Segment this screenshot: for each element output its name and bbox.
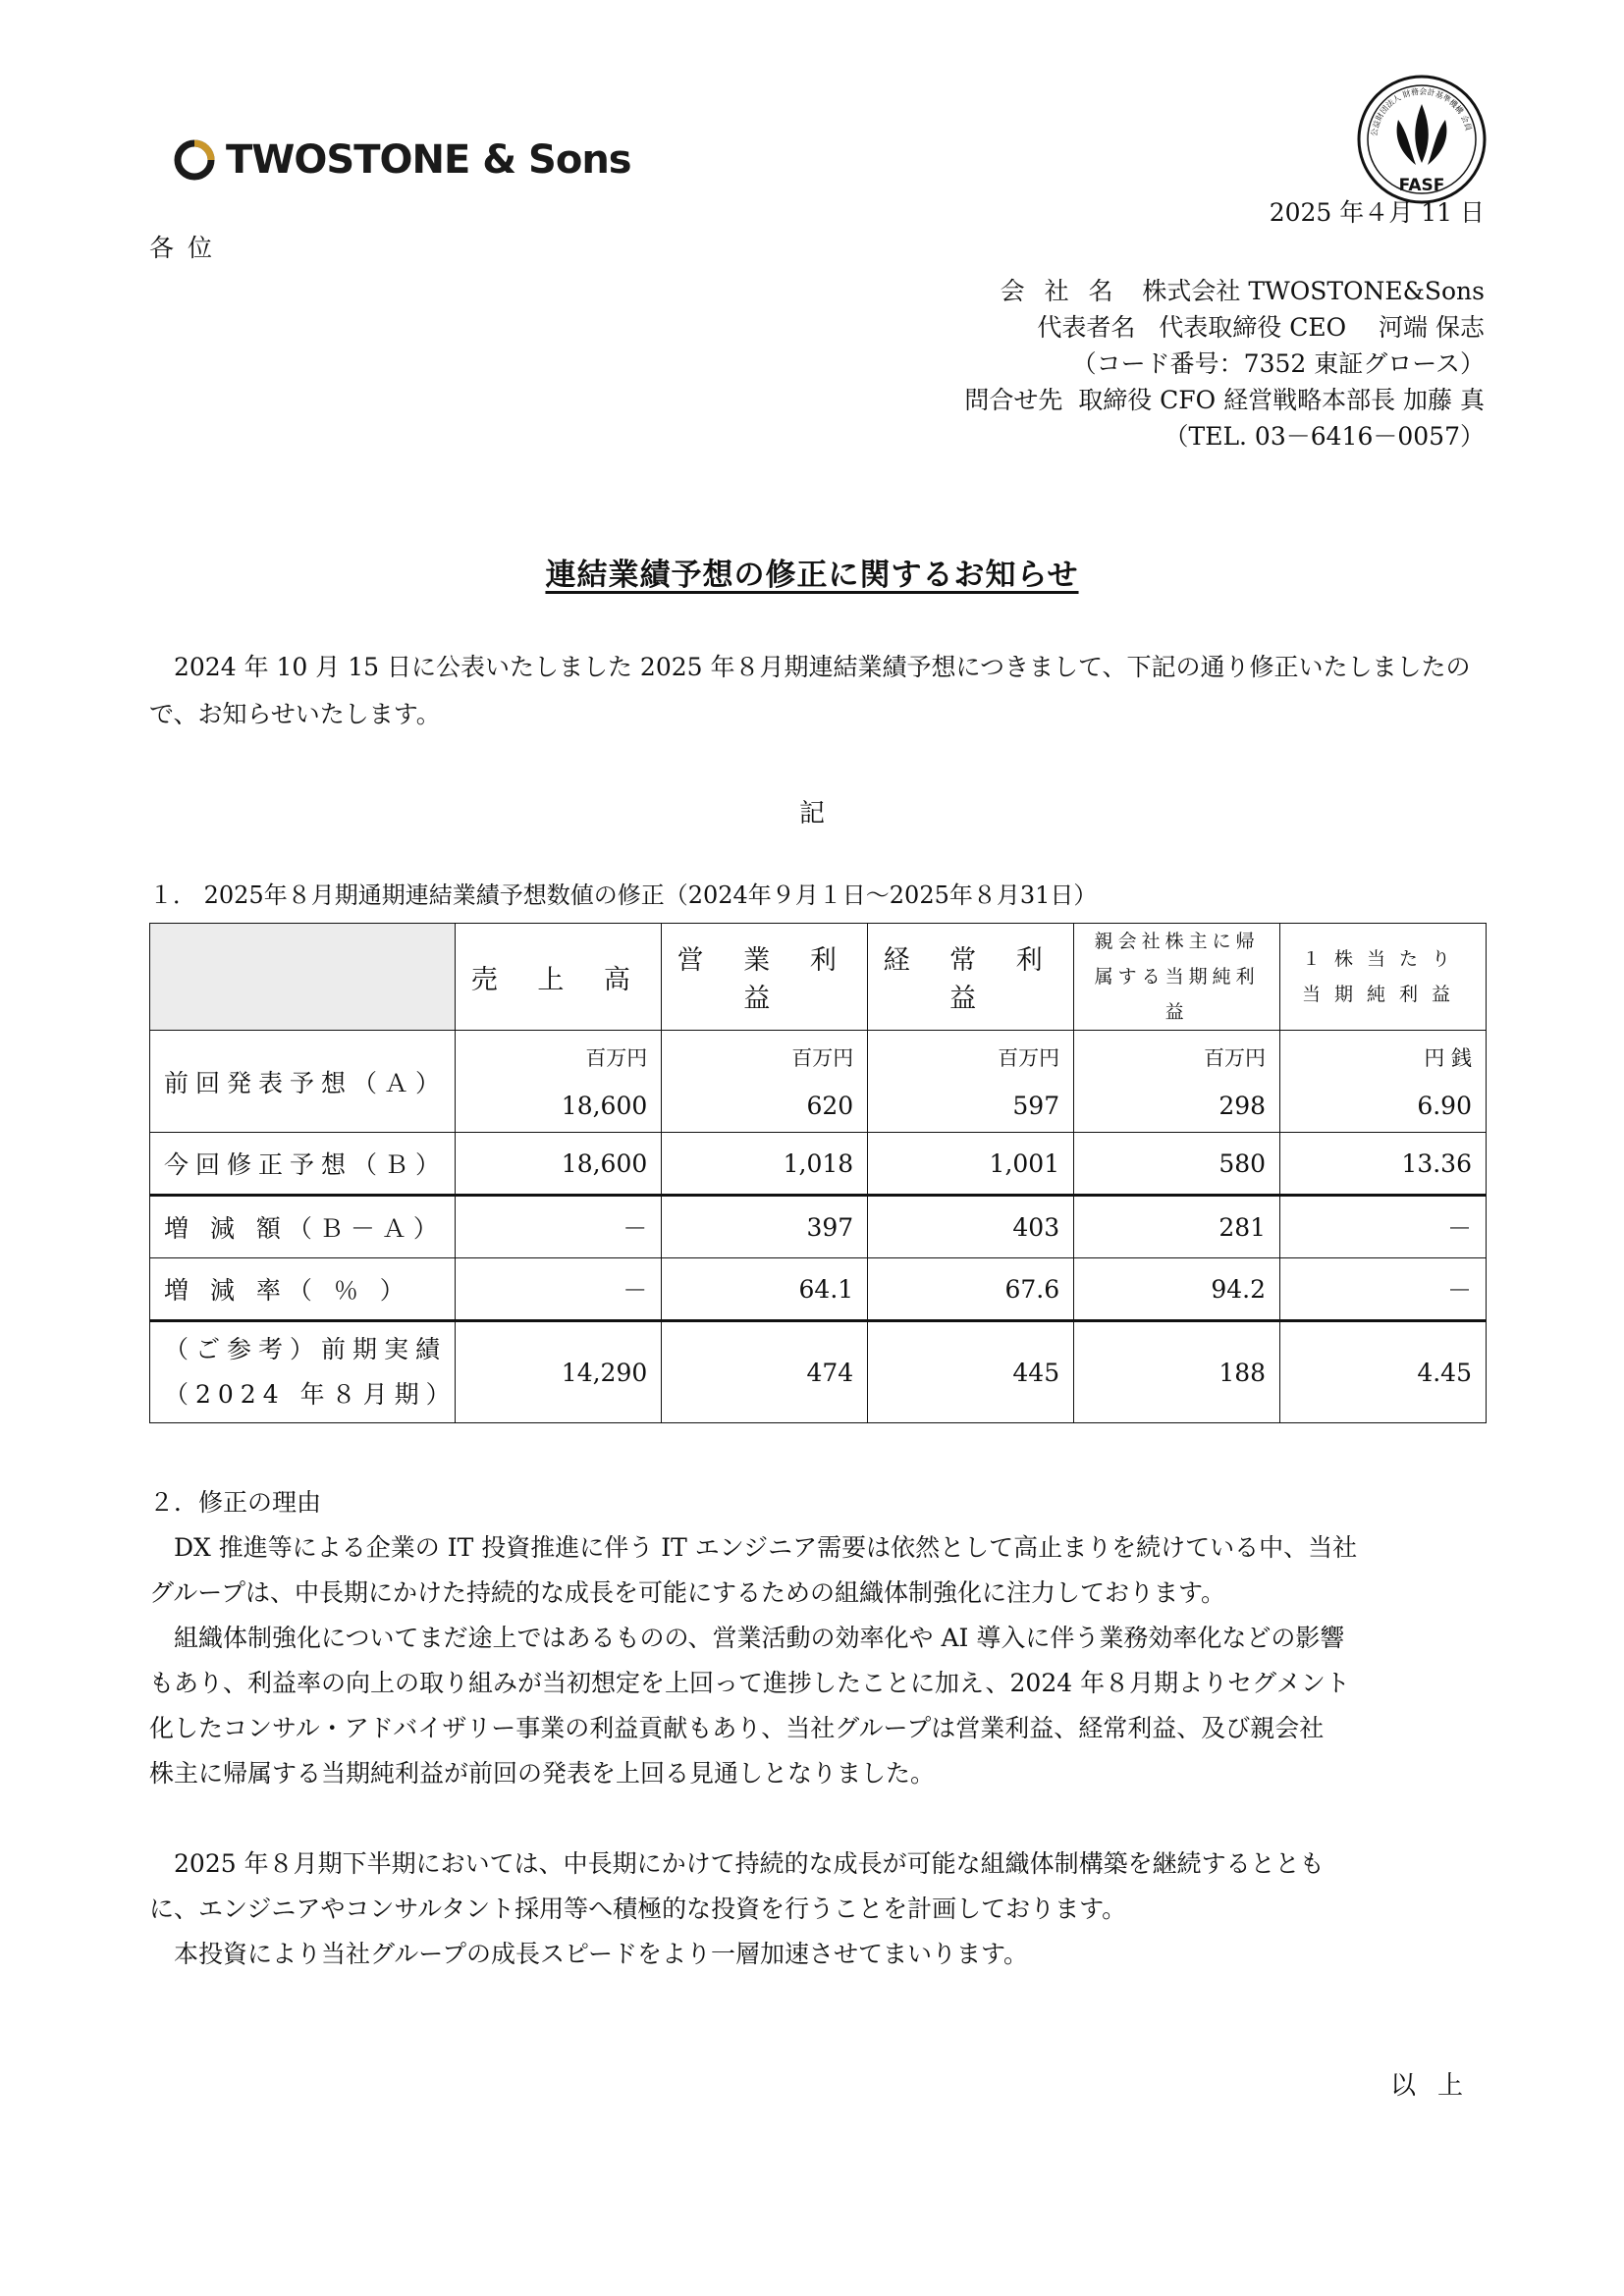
section2-line: 本投資により当社グループの成長スピードをより一層加速させてまいります。	[174, 1940, 1029, 1968]
document-title-wrap	[0, 550, 1624, 594]
issuer-block	[964, 273, 1485, 454]
seal-caption: 公益財団法人 財務会計基準機構 会員	[1369, 86, 1474, 137]
section2	[149, 1480, 1487, 1977]
company-logo	[173, 135, 631, 185]
table-cell: 580	[1074, 1133, 1280, 1196]
table-header-row	[150, 924, 1487, 1031]
section2-heading: ２．修正の理由	[149, 1488, 322, 1517]
rep-value: 代表取締役 CEO 河端 保志	[1159, 313, 1485, 342]
col-header-eps	[1280, 924, 1487, 1031]
table-cell: 円 銭 6.90	[1280, 1031, 1487, 1133]
section2-line: 2025 年８月期下半期においては、中長期にかけて持続的な成長が可能な組織体制構築を継続するととも	[174, 1849, 1325, 1878]
col-header-net-income-text: 親会社株主に帰属する当期純利益	[1094, 931, 1260, 1023]
table-cell: 百万円 597	[868, 1031, 1074, 1133]
logo-mark-icon	[173, 138, 216, 182]
table-cell: 1,018	[662, 1133, 868, 1196]
closing-mark: 以上	[1389, 2071, 1485, 2101]
row-label: 今回修正予想（Ｂ）	[150, 1133, 456, 1196]
contact-label: 問合せ先	[964, 386, 1063, 414]
table-cell: 281	[1074, 1196, 1280, 1258]
table-cell: 14,290	[456, 1321, 662, 1423]
col-header-sales: 売 上 高	[456, 924, 662, 1031]
table-cell: 百万円 298	[1074, 1031, 1280, 1133]
table-cell: 445	[868, 1321, 1074, 1423]
col-header-eps-text: １株当たり当期純利益	[1302, 948, 1465, 1005]
contact-line	[964, 382, 1485, 418]
tel-line: （TEL. 03－6416－0057）	[1164, 422, 1485, 451]
section2-line: 組織体制強化についてまだ途上ではあるものの、営業活動の効率化や AI 導入に伴う業務効率化などの影響	[174, 1624, 1345, 1652]
table-row	[150, 1196, 1487, 1258]
table-cell: 1,001	[868, 1133, 1074, 1196]
table-cell: 67.6	[868, 1258, 1074, 1321]
section2-line: 化したコンサル・アドバイザリー事業の利益貢献もあり、当社グループは営業利益、経常利益、及び親会社	[149, 1714, 1325, 1742]
issue-date: 2025 年４月 11 日	[1269, 198, 1485, 227]
addressee: 各位	[149, 234, 227, 262]
document-title: 連結業績予想の修正に関するお知らせ	[545, 558, 1079, 593]
seal-text: FASF	[1398, 176, 1445, 195]
table-cell: 474	[662, 1321, 868, 1423]
company-value: 株式会社 TWOSTONE&Sons	[1142, 277, 1485, 305]
forecast-table	[149, 923, 1487, 1423]
intro-paragraph	[149, 644, 1485, 738]
intro-text: 2024 年 10 月 15 日に公表いたしました 2025 年８月期連結業績予想につきまして、下記の通り修正いたしましたので、お知らせいたします。	[149, 653, 1471, 728]
row-label: 増 減 額（Ｂ－Ａ）	[150, 1196, 456, 1258]
table-cell: 64.1	[662, 1258, 868, 1321]
table-cell: 百万円 18,600	[456, 1031, 662, 1133]
table-row	[150, 1321, 1487, 1423]
table-cell: 94.2	[1074, 1258, 1280, 1321]
fasf-seal-icon	[1355, 73, 1489, 206]
table-cell: 18,600	[456, 1133, 662, 1196]
col-header-ordinary-profit: 経 常 利 益	[868, 924, 1074, 1031]
col-header-net-income	[1074, 924, 1280, 1031]
table-cell: －	[1280, 1258, 1487, 1321]
table-cell: 403	[868, 1196, 1074, 1258]
table-cell: 4.45	[1280, 1321, 1487, 1423]
ki-marker: 記	[798, 799, 825, 828]
section2-line: に、エンジニアやコンサルタント採用等へ積極的な投資を行うことを計画しております。	[149, 1895, 1127, 1923]
logo-text: TWOSTONE & Sons	[226, 137, 631, 183]
section2-line: もあり、利益率の向上の取り組みが当初想定を上回って進捗したことに加え、2024 年８月期よりセグメント	[149, 1669, 1350, 1697]
table-row	[150, 1031, 1487, 1133]
section2-blank-line	[149, 1796, 1487, 1842]
table-cell: 百万円 620	[662, 1031, 868, 1133]
code-line: （コード番号：7352 東証グロース）	[1071, 349, 1485, 378]
row-label: 増 減 率（ ％ ）	[150, 1258, 456, 1321]
section2-line: グループは、中長期にかけた持続的な成長を可能にするための組織体制強化に注力しております。	[149, 1578, 1226, 1607]
representative-line	[964, 309, 1485, 346]
table-row	[150, 1258, 1487, 1321]
section2-line: 株主に帰属する当期純利益が前回の発表を上回る見通しとなりました。	[149, 1759, 936, 1788]
table-cell: －	[1280, 1196, 1487, 1258]
section1-heading: １． 2025年８月期通期連結業績予想数値の修正（2024年９月１日～2025年８月31日）	[149, 881, 1098, 909]
row-label: （ご参考）前期実績 （2024 年８月期）	[150, 1321, 456, 1423]
table-row	[150, 1133, 1487, 1196]
table-cell: －	[456, 1196, 662, 1258]
table-corner-cell	[150, 924, 456, 1031]
company-label: 会 社 名	[1000, 277, 1119, 305]
rep-label: 代表者名	[1037, 313, 1136, 342]
table-cell: 397	[662, 1196, 868, 1258]
company-line	[964, 273, 1485, 309]
contact-value: 取締役 CFO 経営戦略本部長 加藤 真	[1078, 386, 1485, 414]
row-label: 前回発表予想（Ａ）	[150, 1031, 456, 1133]
table-cell: －	[456, 1258, 662, 1321]
section2-line: DX 推進等による企業の IT 投資推進に伴う IT エンジニア需要は依然として高止まりを続けている中、当社	[174, 1533, 1358, 1562]
table-cell: 13.36	[1280, 1133, 1487, 1196]
table-cell: 188	[1074, 1321, 1280, 1423]
col-header-operating-profit: 営 業 利 益	[662, 924, 868, 1031]
